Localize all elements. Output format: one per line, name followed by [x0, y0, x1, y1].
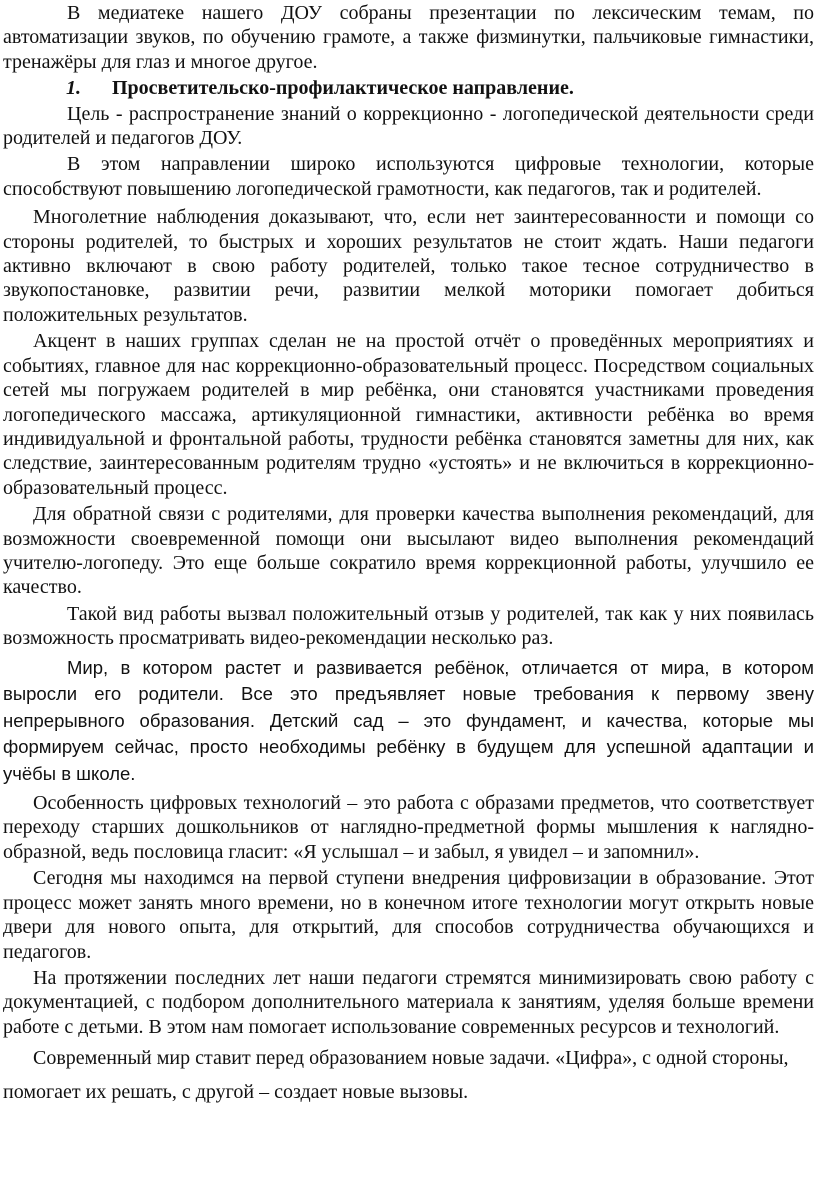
section-heading — [3, 76, 814, 100]
paragraph-recent-years: На протяжении последних лет наши педагоги стремятся минимизировать свою работу с документацией, с подбором дополнительного материала к занятиям, уделяя больше времени работе с детьми. В этом нам помогает использование современных ресурсов и технологий. — [3, 966, 814, 1038]
paragraph-video-review: Такой вид работы вызвал положительный отзыв у родителей, так как у них появилась возможность просматривать видео-рекомендации несколько раз. — [3, 602, 814, 650]
section-heading-text: Просветительско-профилактическое направление. — [112, 77, 574, 100]
paragraph-observations: Многолетние наблюдения доказывают, что, если нет заинтересованности и помощи со стороны родителей, то быстрых и хороших результатов не стоит ждать. Наши педагоги активно включают в свою работу родителей, только такое тесное сотрудничество в звукопостановке, развитии речи, развитии мелкой моторики помогает добиться положительных результатов. — [3, 206, 814, 326]
paragraph-feature: Особенность цифровых технологий – это работа с образами предметов, что соответствует переходу старших дошкольников от наглядно-предметной формы мышления к наглядно-образной, ведь пословица гласит: «Я услышал – и забыл, я увидел – и запомнил». — [3, 792, 814, 863]
paragraph-feedback: Для обратной связи с родителями, для проверки качества выполнения рекомендаций, для возможности своевременной помощи они высылают видео выполнения рекомендаций учителю-логопеду. Это еще больше сократило время коррекционной работы, улучшило ее качество. — [3, 503, 814, 599]
document-page — [0, 1, 816, 1194]
paragraph-world: Мир, в котором растет и развивается ребёнок, отличается от мира, в котором выросли его родители. Все это предъявляет новые требования к первому звену непрерывного образования. Детский сад – это фундамент, и качества, которые мы формируем сейчас, просто необходимы ребёнку в будущем для успешной адаптации и учёбы в школе. — [3, 656, 814, 784]
paragraph-digital-tech: В этом направлении широко используются цифровые технологии, которые способствуют повышению логопедической грамотности, как педагогов, так и родителей. — [3, 153, 814, 200]
paragraph-modern-world: Современный мир ставит перед образованием новые задачи. «Цифра», с одной стороны, помогает их решать, с другой – создает новые вызовы. — [3, 1047, 789, 1104]
section-heading-number: 1. — [66, 77, 81, 100]
paragraph-today: Сегодня мы находимся на первой ступени внедрения цифровизации в образование. Этот процесс может занять много времени, но в конечном итоге технологии могут открыть новые двери для нового опыта, для открытий, для способов сотрудничества обучающихся и педагогов. — [3, 867, 814, 963]
paragraph-accent: Акцент в наших группах сделан не на простой отчёт о проведённых мероприятиях и событиях, главное для нас коррекционно-образовательный процесс. Посредством социальных сетей мы погружаем родителей в мир ребёнка, они становятся участниками проведения логопедического массажа, артикуляционной гимнастики, активности ребёнка во время индивидуальной и фронтальной работы, трудности ребёнка становятся заметны для них, как следствие, заинтересованным родителям трудно «устоять» и не включиться в коррекционно-образовательный процесс. — [3, 330, 814, 499]
paragraph-goal: Цель - распространение знаний о коррекционно - логопедической деятельности среди родителей и педагогов ДОУ. — [3, 102, 814, 150]
paragraph-media-library: В медиатеке нашего ДОУ собраны презентации по лексическим темам, по автоматизации звуков, по обучению грамоте, а также физминутки, пальчиковые гимнастики, тренажёры для глаз и многое другое. — [3, 2, 814, 73]
